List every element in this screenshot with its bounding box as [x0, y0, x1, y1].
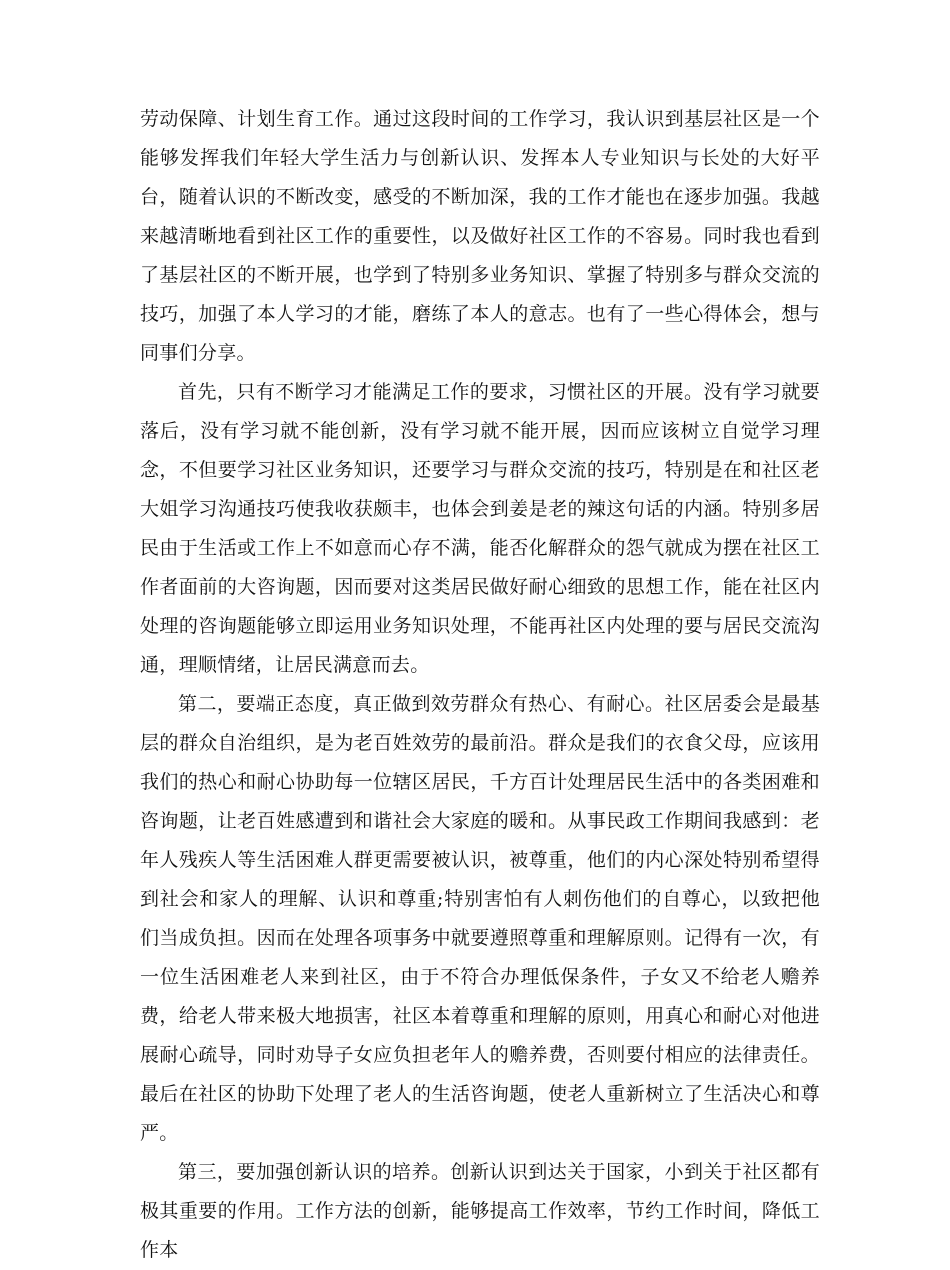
- document-page: [140, 100, 820, 1270]
- paragraph-third-point: 第三，要加强创新认识的培养。创新认识到达关于国家，小到关于社区都有极其重要的作用。工作方法的创新，能够提高工作效率，节约工作时间，降低工作本: [140, 1161, 820, 1261]
- paragraph-second-point: 第二，要端正态度，真正做到效劳群众有热心、有耐心。社区居委会是最基层的群众自治组织，是为老百姓效劳的最前沿。群众是我们的衣食父母，应该用我们的热心和耐心协助每一位辖区居民，千方百计处理居民生活中的各类困难和咨询题，让老百姓感遭到和谐社会大家庭的暖和。从事民政工作期间我感到：老年人残疾人等生活困难人群更需要被认识，被尊重，他们的内心深处特别希望得到社会和家人的理解、认识和尊重;特别害怕有人刺伤他们的自尊心，以致把他们当成负担。因而在处理各项事务中就要遵照尊重和理解原则。记得有一次，有一位生活困难老人来到社区，由于不符合办理低保条件，子女又不给老人赡养费，给老人带来极大地损害，社区本着尊重和理解的原则，用真心和耐心对他进展耐心疏导，同时劝导子女应负担老年人的赡养费，否则要付相应的法律责任。最后在社区的协助下处理了老人的生活咨询题，使老人重新树立了生活决心和尊严。: [140, 693, 820, 1144]
- paragraph-first-point: 首先，只有不断学习才能满足工作的要求，习惯社区的开展。没有学习就要落后，没有学习就不能创新，没有学习就不能开展，因而应该树立自觉学习理念，不但要学习社区业务知识，还要学习与群众交流的技巧，特别是在和社区老大姐学习沟通技巧使我收获颇丰，也体会到姜是老的辣这句话的内涵。特别多居民由于生活或工作上不如意而心存不满，能否化解群众的怨气就成为摆在社区工作者面前的大咨询题，因而要对这类居民做好耐心细致的思想工作，能在社区内处理的咨询题能够立即运用业务知识处理，不能再社区内处理的要与居民交流沟通，理顺情绪，让居民满意而去。: [140, 381, 820, 676]
- paragraph-continuation: 劳动保障、计划生育工作。通过这段时间的工作学习，我认识到基层社区是一个能够发挥我们年轻大学生活力与创新认识、发挥本人专业知识与长处的大好平台，随着认识的不断改变，感受的不断加深，我的工作才能也在逐步加强。我越来越清晰地看到社区工作的重要性，以及做好社区工作的不容易。同时我也看到了基层社区的不断开展，也学到了特别多业务知识、掌握了特别多与群众交流的技巧，加强了本人学习的才能，磨练了本人的意志。也有了一些心得体会，想与同事们分享。: [140, 108, 820, 364]
